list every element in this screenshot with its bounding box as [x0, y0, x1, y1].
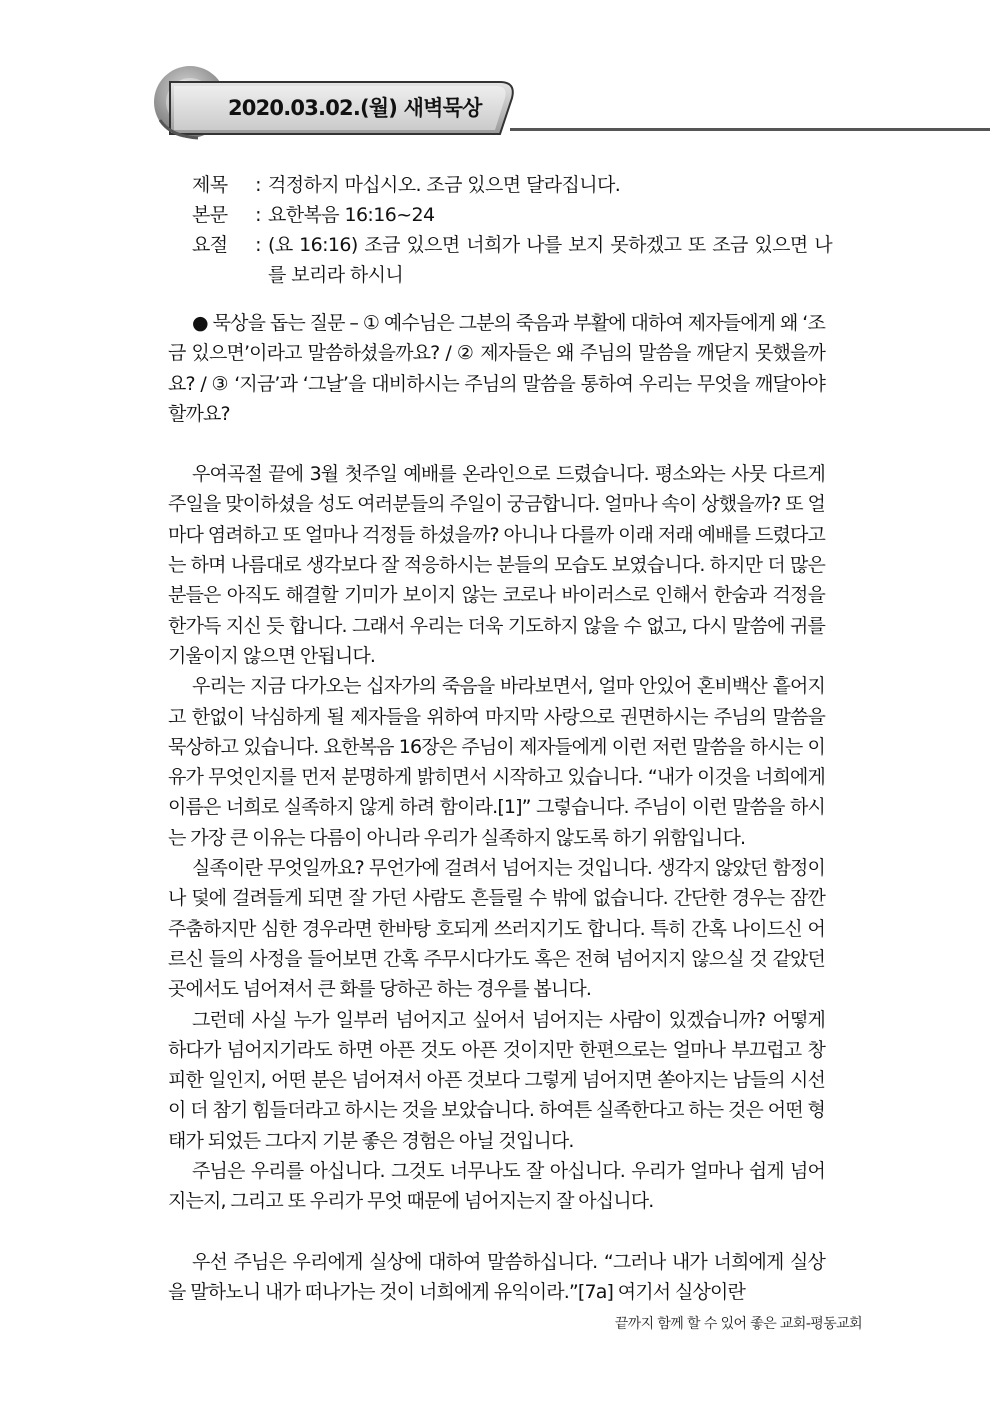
- meta-separator: :: [255, 234, 261, 256]
- meta-value: 걱정하지 마십시오. 조금 있으면 달라집니다.: [268, 174, 621, 196]
- body-paragraph: 우선 주님은 우리에게 실상에 대하여 말씀하십니다. “그러나 내가 너희에게 실상을 말하노니 내가 떠나가는 것이 너희에게 유익이라.”[7a] 여기서 실상이란: [168, 1250, 825, 1303]
- meta-title-row: [192, 170, 832, 200]
- meta-key: 요절: [192, 234, 228, 256]
- header-divider: [510, 128, 990, 131]
- body-paragraph: 그런데 사실 누가 일부러 넘어지고 싶어서 넘어지는 사람이 있겠습니까? 어떻게 하다가 넘어지기라도 하면 아픈 것도 아픈 것이지만 한편으로는 얼마나 부끄럽고 창피한 일인지, 어떤 분은 넘어져서 아픈 것보다 그렇게 넘어지면 쏟아지는 남들의 시선이 더 참기 힘들더라고 하시는 것을 보았습니다. 하여튼 실족한다고 하는 것은 어떤 형태가 되었든 그다지 기분 좋은 경험은 아닐 것입니다.: [168, 1008, 825, 1152]
- meta-key: 제목: [192, 174, 228, 196]
- sermon-body: [168, 308, 825, 1307]
- meditation-questions: ● 묵상을 돕는 질문 – ① 예수님은 그분의 죽음과 부활에 대하여 제자들에게 왜 ‘조금 있으면’이라고 말씀하셨을까요? / ② 제자들은 왜 주님의 말씀을 깨닫지 못했을까요? / ③ ‘지금’과 ‘그날’을 대비하시는 주님의 말씀을 통하여 우리는 무엇을 깨달아야 할까요?: [168, 312, 825, 425]
- sermon-meta: [192, 170, 832, 290]
- header-title: 2020.03.02.(월) 새벽묵상: [228, 96, 482, 120]
- body-paragraph: 주님은 우리를 아십니다. 그것도 너무나도 잘 아십니다. 우리가 얼마나 쉽게 넘어지는지, 그리고 또 우리가 무엇 때문에 넘어지는지 잘 아십니다.: [168, 1160, 825, 1213]
- meta-value: 요한복음 16:16~24: [268, 204, 435, 226]
- meta-separator: :: [255, 204, 261, 226]
- meta-value: (요 16:16) 조금 있으면 너희가 나를 보지 못하겠고 또 조금 있으면 나를 보리라 하시니: [268, 234, 832, 286]
- meta-separator: :: [255, 174, 261, 196]
- meta-scripture-row: [192, 200, 832, 230]
- footer-church-name: 끝까지 함께 할 수 있어 좋은 교회-평동교회: [614, 1316, 862, 1332]
- header-banner: [140, 62, 852, 142]
- body-paragraph: 우여곡절 끝에 3월 첫주일 예배를 온라인으로 드렸습니다. 평소와는 사뭇 다르게 주일을 맞이하셨을 성도 여러분들의 주일이 궁금합니다. 얼마나 속이 상했을까? 또 얼마다 염려하고 또 얼마나 걱정들 하셨을까? 아니나 다를까 이래 저래 예배를 드렸다고는 하며 나름대로 생각보다 잘 적응하시는 분들의 모습도 보였습니다. 하지만 더 많은 분들은 아직도 해결할 기미가 보이지 않는 코로나 바이러스로 인해서 한숨과 걱정을 한가득 지신 듯 합니다. 그래서 우리는 더욱 기도하지 않을 수 없고, 다시 말씀에 귀를 기울이지 않으면 안됩니다.: [168, 463, 825, 667]
- meta-key: 본문: [192, 204, 228, 226]
- body-paragraph: 실족이란 무엇일까요? 무언가에 걸려서 넘어지는 것입니다. 생각지 않았던 함정이나 덫에 걸려들게 되면 잘 가던 사람도 흔들릴 수 밖에 없습니다. 간단한 경우는 잠깐 주춤하지만 심한 경우라면 한바탕 호되게 쓰러지기도 합니다. 특히 간혹 나이드신 어르신 들의 사정을 들어보면 간혹 주무시다가도 혹은 전혀 넘어지지 않으실 것 같았던 곳에서도 넘어져서 큰 화를 당하곤 하는 경우를 봅니다.: [168, 857, 825, 1001]
- meta-verse-row: [192, 230, 832, 290]
- body-paragraph: 우리는 지금 다가오는 십자가의 죽음을 바라보면서, 얼마 안있어 혼비백산 흩어지고 한없이 낙심하게 될 제자들을 위하여 마지막 사랑으로 권면하시는 주님의 말씀을 묵상하고 있습니다. 요한복음 16장은 주님이 제자들에게 이런 저런 말씀을 하시는 이유가 무엇인지를 먼저 분명하게 밝히면서 시작하고 있습니다. “내가 이것을 너희에게 이름은 너희로 실족하지 않게 하려 함이라.[1]” 그렇습니다. 주님이 이런 말씀을 하시는 가장 큰 이유는 다름이 아니라 우리가 실족하지 않도록 하기 위함입니다.: [168, 675, 825, 849]
